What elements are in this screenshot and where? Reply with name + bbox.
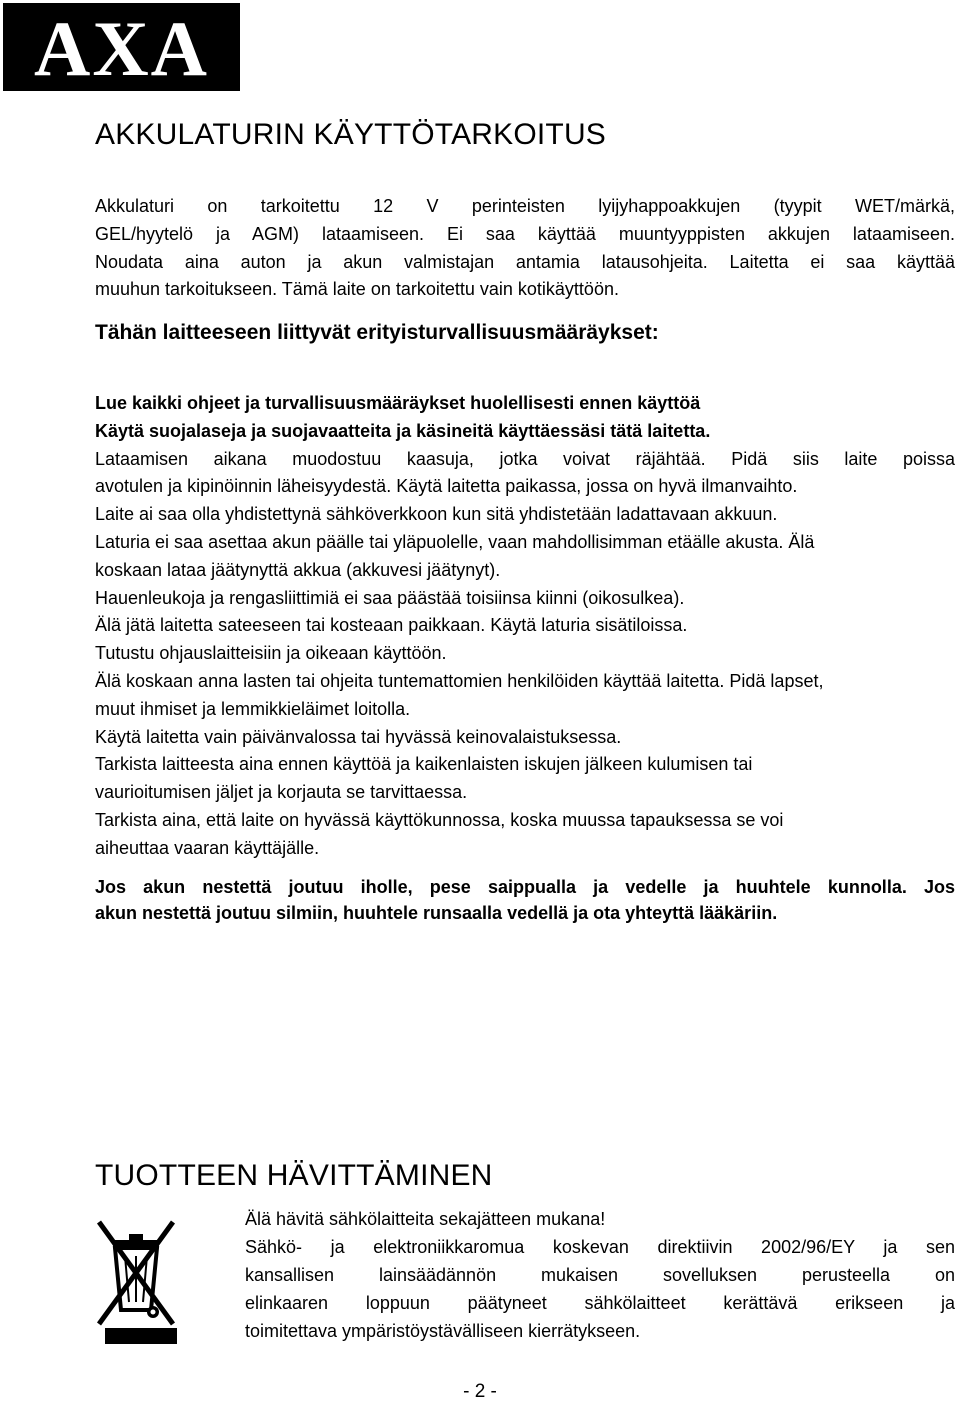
safety-line: Käytä suojalaseja ja suojavaatteita ja käsineitä käyttäessäsi tätä laitetta. [95,420,711,441]
disposal-line: toimitettava ympäristöystävälliseen kierrätykseen. [245,1321,641,1341]
safety-line: aiheuttaa vaaran käyttäjälle. [95,837,320,858]
intro-line: Akkulaturi on tarkoitettu 12 V perinteisten lyijyhappoakkujen (tyypit WET/märkä, [95,196,955,216]
crossed-out-wheelie-bin-icon [95,1218,177,1344]
safety-line: muut ihmiset ja lemmikkieläimet loitolla. [95,698,411,719]
section-title-disposal: TUOTTEEN HÄVITTÄMINEN [95,1159,493,1192]
safety-line: vaurioitumisen jäljet ja korjauta se tarvittaessa. [95,782,468,803]
disposal-line: Älä hävitä sähkölaitteita sekajätteen mukana! [245,1209,606,1229]
safety-line: avotulen ja kipinöinnin läheisyydestä. Käytä laitetta paikassa, jossa on hyvä ilmanvaihto. [95,476,798,497]
acid-warning [95,874,955,926]
intro-line: GEL/hyytelö ja AGM) lataamiseen. Ei saa käyttää muuntyyppisten akkujen lataamiseen. [95,223,955,244]
safety-line: Lue kaikki ohjeet ja turvallisuusmääräykset huolellisesti ennen käyttöä [95,393,701,413]
disposal-text [245,1205,955,1345]
warning-line: akun nestettä joutuu silmiin, huuhtele runsaalla vedellä ja ota yhteyttä lääkäriin. [95,903,778,923]
page-number: - 2 - [463,1381,497,1402]
safety-line: Käytä laitetta vain päivänvalossa tai hyvässä keinovalaistuksessa. [95,726,622,747]
safety-line: Laturia ei saa asettaa akun päälle tai yläpuolelle, vaan mahdollisimman etäälle akusta. Älä [95,531,815,552]
section-title-intended-use: AKKULATURIN KÄYTTÖTARKOITUS [95,118,607,151]
disposal-line: elinkaaren loppuun päätyneet sähkölaitteet kerättävä erikseen ja [245,1293,955,1313]
safety-line: Älä jätä laitetta sateeseen tai kosteaan paikkaan. Käytä laturia sisätiloissa. [95,615,688,636]
intro-line: Noudata aina auton ja akun valmistajan antamia latausohjeita. Laitetta ei saa käyttää [95,251,955,272]
safety-line: Tarkista laitteesta aina ennen käyttöä ja kaikenlaisten iskujen jälkeen kulumisen tai [95,754,753,775]
warning-line: Jos akun nestettä joutuu iholle, pese saippualla ja vedelle ja huuhtele kunnolla. Jos [95,877,955,897]
safety-line: Laite ai saa olla yhdistettynä sähköverkkoon kun sitä yhdistetään ladattavaan akkuun. [95,504,778,525]
intro-paragraph [95,193,955,304]
safety-line: Tutustu ohjauslaitteisiin ja oikeaan käyttöön. [95,643,447,664]
intro-line: muuhun tarkoitukseen. Tämä laite on tarkoitettu vain kotikäyttöön. [95,279,619,300]
safety-line: Tarkista aina, että laite on hyvässä käyttökunnossa, koska muussa tapauksessa se voi [95,809,784,830]
safety-heading: Tähän laitteeseen liittyvät erityisturvallisuusmääräykset: [95,321,659,344]
safety-line: Hauenleukoja ja rengasliittimiä ei saa päästää toisiinsa kiinni (oikosulkea). [95,587,685,608]
logo-text: AXA [34,5,209,91]
safety-line: Älä koskaan anna lasten tai ohjeita tuntemattomien henkilöiden käyttää laitetta. Pidä lapset, [95,670,824,691]
disposal-line: kansallisen lainsäädännön mukaisen sovelluksen perusteella on [245,1265,955,1285]
disposal-line: Sähkö- ja elektroniikkaromua koskevan direktiivin 2002/96/EY ja sen [245,1237,955,1257]
safety-line: koskaan lataa jäätynyttä akkua (akkuvesi jäätynyt). [95,559,501,580]
safety-line: Lataamisen aikana muodostuu kaasuja, jotka voivat räjähtää. Pidä siis laite poissa [95,448,955,469]
axa-logo [3,3,240,91]
safety-rules [95,390,960,863]
